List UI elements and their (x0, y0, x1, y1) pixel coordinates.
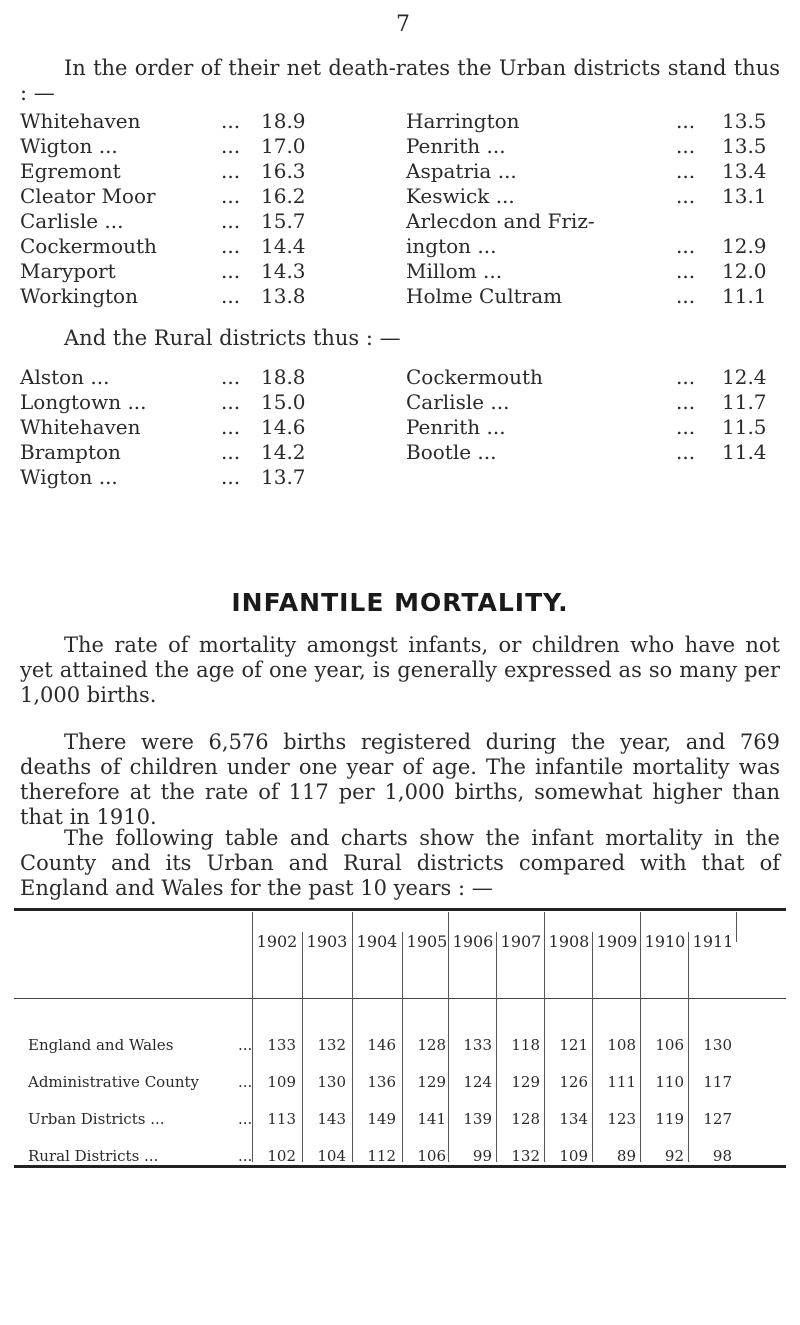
table-top-rule (14, 908, 786, 911)
rate-row (20, 134, 380, 158)
leader-dots: ... (221, 465, 241, 489)
table-header-rule (14, 998, 786, 999)
table-cell: 119 (655, 1110, 684, 1128)
table-cell: 136 (367, 1073, 396, 1091)
table-cell: 104 (317, 1147, 346, 1165)
table-cell: 89 (616, 1147, 636, 1165)
table-cell: 110 (655, 1073, 684, 1091)
death-rate-value: 13.4 (722, 159, 767, 183)
table-cell: 118 (511, 1036, 540, 1054)
district-name: Carlisle ... (406, 390, 510, 414)
table-row-dots: ... (238, 1073, 253, 1091)
death-rate-value: 11.4 (722, 440, 767, 464)
rate-row (406, 109, 786, 133)
death-rate-value: 12.0 (722, 259, 767, 283)
district-name: Cockermouth (20, 234, 157, 258)
table-cell: 109 (559, 1147, 588, 1165)
leader-dots: ... (221, 134, 241, 158)
table-bottom-rule (14, 1165, 786, 1168)
death-rate-value: 14.2 (261, 440, 306, 464)
leader-dots: ... (676, 365, 696, 389)
table-row-dots: ... (238, 1036, 253, 1054)
leader-dots: ... (221, 209, 241, 233)
district-name: Aspatria ... (406, 159, 517, 183)
leader-dots: ... (676, 284, 696, 308)
district-name: Wigton ... (20, 465, 118, 489)
rate-row (406, 440, 786, 464)
table-cell: 149 (367, 1110, 396, 1128)
district-name: Cockermouth (406, 365, 543, 389)
district-name: Arlecdon and Friz- (406, 209, 595, 233)
rate-row (406, 159, 786, 183)
table-cell: 99 (472, 1147, 492, 1165)
death-rate-value: 14.4 (261, 234, 306, 258)
death-rate-value: 13.8 (261, 284, 306, 308)
year-header: 1905 (406, 932, 448, 951)
table-cell: 121 (559, 1036, 588, 1054)
table-row-dots: ... (238, 1147, 253, 1165)
table-cell: 130 (317, 1073, 346, 1091)
table-cell: 111 (607, 1073, 636, 1091)
rate-row (20, 365, 380, 389)
table-cell: 98 (712, 1147, 732, 1165)
table-cell: 108 (607, 1036, 636, 1054)
death-rate-value: 15.7 (261, 209, 306, 233)
column-rule (736, 912, 737, 942)
column-rule (302, 932, 303, 1162)
leader-dots: ... (221, 365, 241, 389)
column-rule (688, 932, 689, 1162)
table-cell: 92 (664, 1147, 684, 1165)
leader-dots: ... (221, 159, 241, 183)
district-name: Maryport (20, 259, 116, 283)
rate-row (406, 184, 786, 208)
rate-row (406, 134, 786, 158)
district-name: Penrith ... (406, 415, 506, 439)
rate-row (20, 390, 380, 414)
rate-row (20, 465, 380, 489)
death-rate-value: 13.1 (722, 184, 767, 208)
death-rate-value: 14.6 (261, 415, 306, 439)
district-name: ington ... (406, 234, 497, 258)
death-rate-value: 13.5 (722, 109, 767, 133)
district-name: Egremont (20, 159, 121, 183)
column-rule (402, 932, 403, 1162)
table-cell: 133 (267, 1036, 296, 1054)
table-cell: 139 (463, 1110, 492, 1128)
table-cell: 123 (607, 1110, 636, 1128)
rate-row (20, 184, 380, 208)
district-name: Whitehaven (20, 109, 141, 133)
year-header: 1902 (256, 932, 298, 951)
district-name: Penrith ... (406, 134, 506, 158)
table-cell: 124 (463, 1073, 492, 1091)
rate-row (20, 284, 380, 308)
district-name: Millom ... (406, 259, 503, 283)
district-name: Keswick ... (406, 184, 515, 208)
table-cell: 133 (463, 1036, 492, 1054)
table-cell: 143 (317, 1110, 346, 1128)
year-header: 1909 (596, 932, 638, 951)
rate-row (406, 259, 786, 283)
rate-row (20, 209, 380, 233)
table-cell: 113 (267, 1110, 296, 1128)
leader-dots: ... (221, 284, 241, 308)
rate-row (406, 415, 786, 439)
year-header: 1907 (500, 932, 542, 951)
leader-dots: ... (676, 440, 696, 464)
district-name: Alston ... (20, 365, 110, 389)
death-rate-value: 14.3 (261, 259, 306, 283)
infant-mortality-table (14, 908, 786, 1188)
year-header: 1906 (452, 932, 494, 951)
paragraph-table-intro: The following table and charts show the infant mortality in the County and its Urban and Rural districts compared with that of England and Wales for the past 10 years : — (20, 826, 780, 900)
table-cell: 109 (267, 1073, 296, 1091)
district-name: Harrington (406, 109, 520, 133)
column-rule (640, 912, 641, 1162)
district-name: Wigton ... (20, 134, 118, 158)
table-cell: 106 (655, 1036, 684, 1054)
death-rate-value: 12.9 (722, 234, 767, 258)
district-name: Brampton (20, 440, 121, 464)
page-number: 7 (396, 12, 410, 37)
leader-dots: ... (676, 184, 696, 208)
paragraph-births-deaths: There were 6,576 births registered during the year, and 769 deaths of children under one year of age. The infantile mortality was therefore at the rate of 117 per 1,000 births, somewhat higher than that in 1910. (20, 730, 780, 829)
rate-row (20, 234, 380, 258)
table-row-label: Administrative County (28, 1073, 200, 1091)
rate-row (20, 415, 380, 439)
death-rate-value: 13.5 (722, 134, 767, 158)
leader-dots: ... (221, 259, 241, 283)
rate-row (20, 259, 380, 283)
rate-row (406, 390, 786, 414)
table-row-label: Rural Districts ... (28, 1147, 159, 1165)
column-rule (544, 912, 545, 1162)
year-header: 1904 (356, 932, 398, 951)
leader-dots: ... (221, 109, 241, 133)
leader-dots: ... (221, 184, 241, 208)
death-rate-value: 17.0 (261, 134, 306, 158)
rural-intro: And the Rural districts thus : — (64, 326, 401, 350)
district-name: Carlisle ... (20, 209, 124, 233)
table-cell: 129 (511, 1073, 540, 1091)
column-rule (352, 912, 353, 1162)
district-name: Cleator Moor (20, 184, 156, 208)
leader-dots: ... (221, 415, 241, 439)
table-cell: 129 (417, 1073, 446, 1091)
urban-intro: In the order of their net death-rates the Urban districts stand thus : — (20, 56, 780, 105)
table-cell: 134 (559, 1110, 588, 1128)
rate-row (406, 209, 786, 233)
table-cell: 112 (367, 1147, 396, 1165)
rate-row (20, 159, 380, 183)
death-rate-value: 18.8 (261, 365, 306, 389)
district-name: Bootle ... (406, 440, 497, 464)
district-name: Whitehaven (20, 415, 141, 439)
rate-row (406, 234, 786, 258)
year-header: 1910 (644, 932, 686, 951)
leader-dots: ... (676, 415, 696, 439)
table-cell: 128 (417, 1036, 446, 1054)
district-name: Workington (20, 284, 138, 308)
leader-dots: ... (676, 159, 696, 183)
death-rate-value: 11.5 (722, 415, 767, 439)
table-cell: 117 (703, 1073, 732, 1091)
leader-dots: ... (676, 259, 696, 283)
table-cell: 128 (511, 1110, 540, 1128)
table-cell: 130 (703, 1036, 732, 1054)
year-header: 1903 (306, 932, 348, 951)
death-rate-value: 11.7 (722, 390, 767, 414)
death-rate-value: 15.0 (261, 390, 306, 414)
rate-row (20, 440, 380, 464)
leader-dots: ... (676, 109, 696, 133)
leader-dots: ... (221, 440, 241, 464)
table-cell: 132 (511, 1147, 540, 1165)
rate-row (406, 365, 786, 389)
table-cell: 146 (367, 1036, 396, 1054)
death-rate-value: 18.9 (261, 109, 306, 133)
table-cell: 141 (417, 1110, 446, 1128)
leader-dots: ... (676, 390, 696, 414)
table-cell: 127 (703, 1110, 732, 1128)
death-rate-value: 13.7 (261, 465, 306, 489)
table-row-label: Urban Districts ... (28, 1110, 165, 1128)
section-heading: INFANTILE MORTALITY. (231, 588, 569, 617)
column-rule (496, 932, 497, 1162)
death-rate-value: 12.4 (722, 365, 767, 389)
rate-row (20, 109, 380, 133)
leader-dots: ... (221, 390, 241, 414)
death-rate-value: 16.2 (261, 184, 306, 208)
table-cell: 106 (417, 1147, 446, 1165)
year-header: 1911 (692, 932, 734, 951)
district-name: Longtown ... (20, 390, 147, 414)
district-name: Holme Cultram (406, 284, 563, 308)
column-rule (592, 932, 593, 1162)
table-cell: 132 (317, 1036, 346, 1054)
table-row-label: England and Wales (28, 1036, 174, 1054)
rate-row (406, 284, 786, 308)
leader-dots: ... (221, 234, 241, 258)
table-row-dots: ... (238, 1110, 253, 1128)
death-rate-value: 11.1 (722, 284, 767, 308)
table-cell: 102 (267, 1147, 296, 1165)
death-rate-value: 16.3 (261, 159, 306, 183)
paragraph-infant-rate: The rate of mortality amongst infants, or children who have not yet attained the age of one year, is generally expressed as so many per 1,000 births. (20, 633, 780, 707)
leader-dots: ... (676, 234, 696, 258)
year-header: 1908 (548, 932, 590, 951)
table-cell: 126 (559, 1073, 588, 1091)
leader-dots: ... (676, 134, 696, 158)
